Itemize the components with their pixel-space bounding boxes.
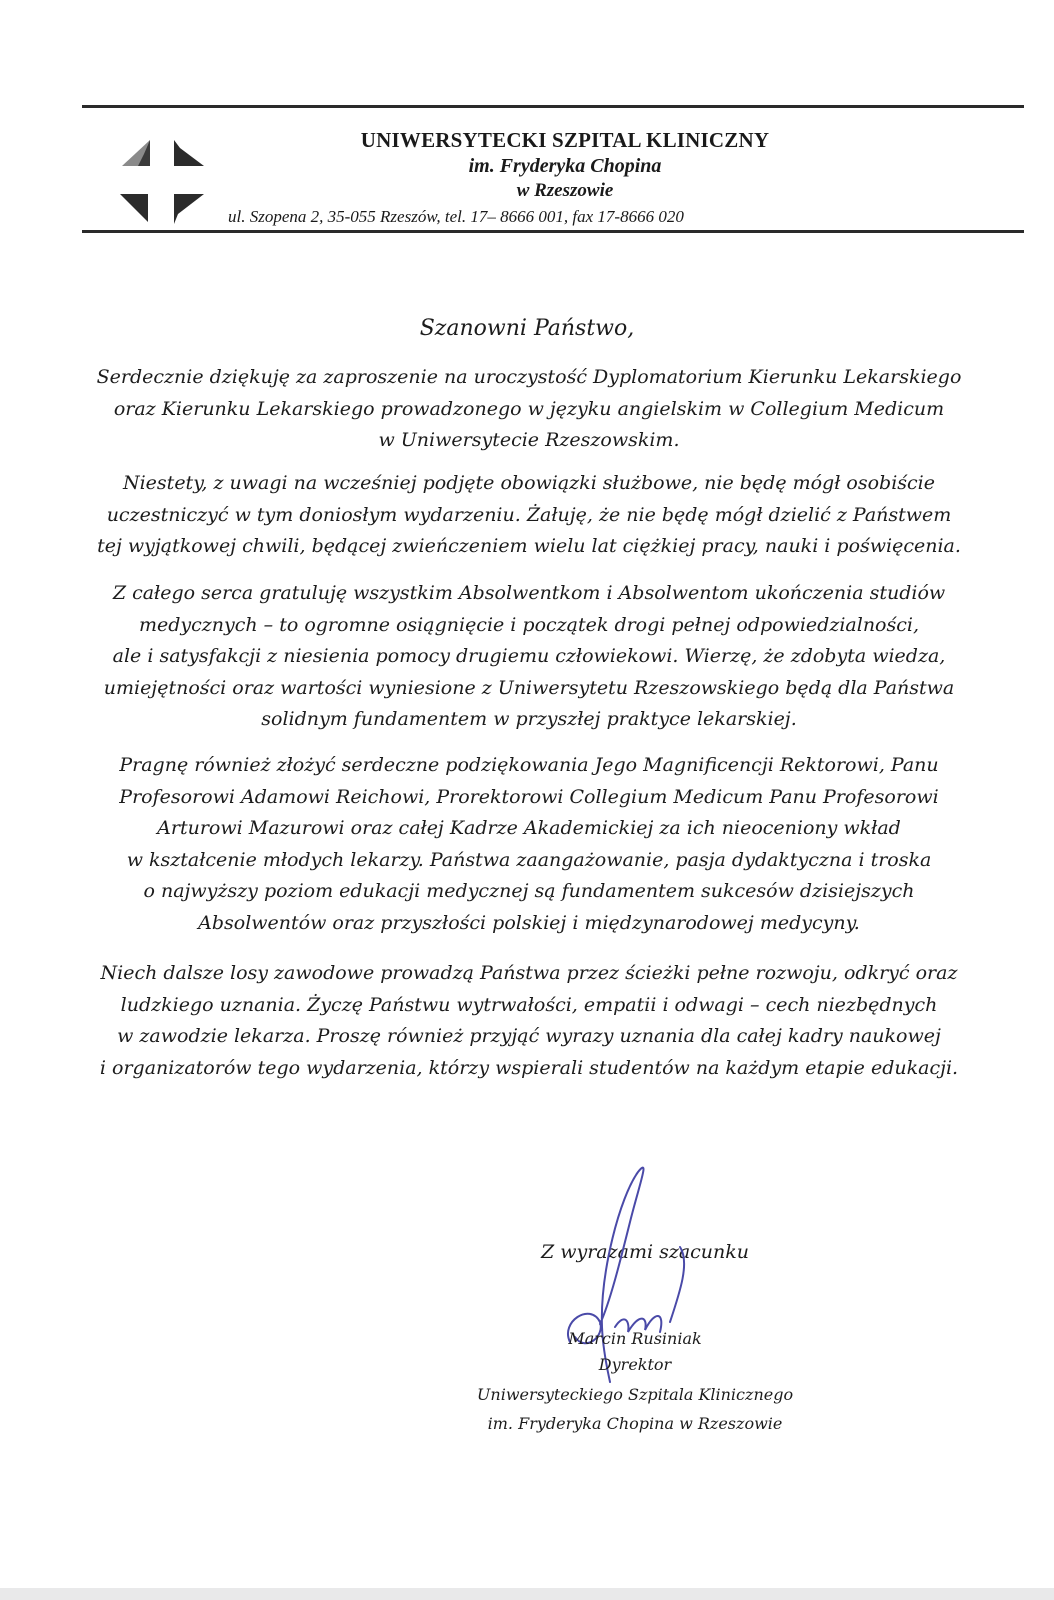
paragraph-line: uczestniczyć w tym doniosłym wydarzeniu. Żałuję, że nie będę mógł dzielić z Państwem <box>106 503 952 526</box>
paragraph-line: w Uniwersytecie Rzeszowskim. <box>378 429 680 451</box>
paragraph-line: umiejętności oraz wartości wyniesione z Uniwersytetu Rzeszowskiego będą dla Państwa <box>103 676 955 699</box>
paragraph-line: Serdecznie dziękuję za zaproszenie na uroczystość Dyplomatorium Kierunku Lekarskiego <box>96 366 962 388</box>
salutation: Szanowni Państwo, <box>419 316 635 341</box>
org-name: UNIWERSYTECKI SZPITAL KLINICZNY <box>360 128 770 152</box>
org-patron: im. Fryderyka Chopina <box>468 155 662 177</box>
page-bottom-edge <box>0 1588 1054 1600</box>
paragraph-line: medycznych – to ogromne osiągnięcie i początek drogi pełnej odpowiedzialności, <box>138 613 920 636</box>
signer-name: Marcin Rusiniak <box>568 1329 702 1348</box>
paragraph-3 <box>60 578 998 736</box>
paragraph-line: tej wyjątkowej chwili, będącej zwieńczeniem wielu lat ciężkiej pracy, nauki i poświęcenia. <box>97 535 961 557</box>
paragraph-line: Arturowi Mazurowi oraz całej Kadrze Akademickiej za ich nieoceniony wkład <box>157 817 901 839</box>
signer-org-line-1: Uniwersyteckiego Szpitala Klinicznego <box>476 1385 794 1404</box>
paragraph-line: solidnym fundamentem w przyszłej praktyce lekarskiej. <box>261 708 797 730</box>
paragraph-5 <box>60 958 998 1084</box>
org-address: ul. Szopena 2, 35-055 Rzeszów, tel. 17– 8666 001, fax 17-8666 020 <box>228 207 684 226</box>
paragraph-line: Niestety, z uwagi na wcześniej podjęte obowiązki służbowe, nie będę mógł osobiście <box>122 472 936 494</box>
paragraph-line: Profesorowi Adamowi Reichowi, Prorektorowi Collegium Medicum Panu Profesorowi <box>119 785 939 808</box>
letterhead-top-rule <box>82 105 1024 108</box>
closing-phrase: Z wyrazami szacunku <box>540 1241 750 1263</box>
paragraph-line: w zawodzie lekarza. Proszę również przyjąć wyrazy uznania dla całej kadry naukowej <box>117 1025 941 1047</box>
signer-org-line-2: im. Fryderyka Chopina w Rzeszowie <box>487 1414 783 1433</box>
paragraph-line: ludzkiego uznania. Życzę Państwu wytrwałości, empatii i odwagi – cech niezbędnych <box>120 993 938 1016</box>
paragraph-1 <box>60 362 998 457</box>
paragraph-line: Niech dalsze losy zawodowe prowadzą Państwa przez ścieżki pełne rozwoju, odkryć oraz <box>100 962 958 984</box>
hospital-cross-logo-icon <box>118 136 208 228</box>
paragraph-line: w kształcenie młodych lekarzy. Państwa zaangażowanie, pasja dydaktyczna i troska <box>126 848 932 871</box>
paragraph-line: i organizatorów tego wydarzenia, którzy wspierali studentów na każdym etapie edukacji. <box>99 1056 959 1079</box>
paragraph-line: Absolwentów oraz przyszłości polskiej i międzynarodowej medycyny. <box>198 911 860 934</box>
paragraph-line: ale i satysfakcji z niesienia pomocy drugiemu człowiekowi. Wierzę, że zdobyta wiedza, <box>112 645 946 667</box>
paragraph-line: Pragnę również złożyć serdeczne podziękowania Jego Magnificencji Rektorowi, Panu <box>119 754 939 776</box>
paragraph-line: oraz Kierunku Lekarskiego prowadzonego w języku angielskim w Collegium Medicum <box>113 397 945 420</box>
paragraph-line: o najwyższy poziom edukacji medycznej są fundamentem sukcesów dzisiejszych <box>143 880 915 902</box>
letterhead-bottom-rule <box>82 230 1024 233</box>
org-city: w Rzeszowie <box>516 180 614 201</box>
paragraph-2 <box>60 468 998 563</box>
paragraph-4 <box>60 750 998 939</box>
signer-title: Dyrektor <box>598 1355 672 1374</box>
paragraph-line: Z całego serca gratuluję wszystkim Absolwentkom i Absolwentom ukończenia studiów <box>112 582 946 604</box>
